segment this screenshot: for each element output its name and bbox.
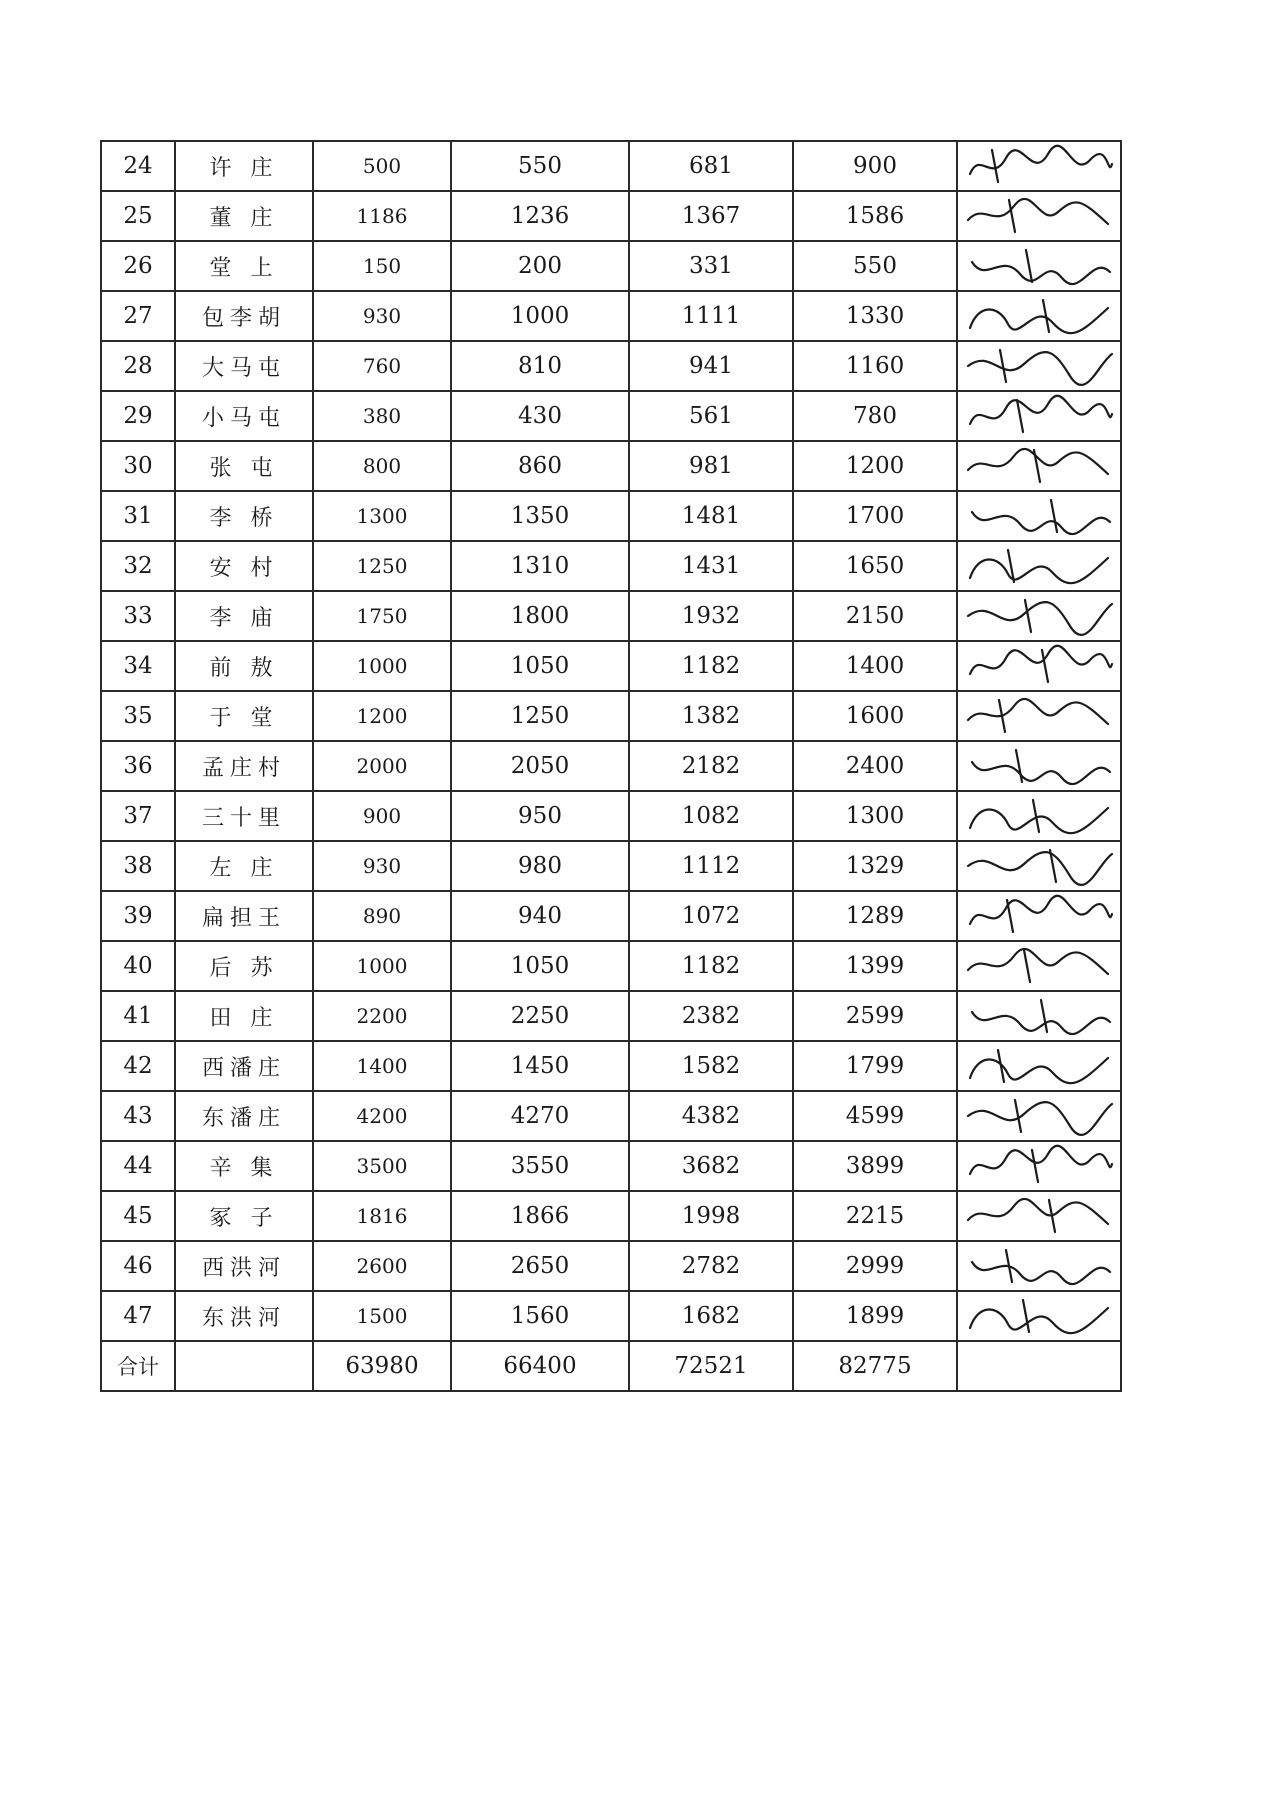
cell-name: 三十里	[175, 791, 313, 841]
cell-v1: 890	[313, 891, 451, 941]
cell-v3: 1932	[629, 591, 793, 641]
table-row	[101, 791, 1121, 841]
cell-name: 许 庄	[175, 141, 313, 191]
cell-no: 29	[101, 391, 175, 441]
cell-v2: 4270	[451, 1091, 629, 1141]
cell-v2: 1560	[451, 1291, 629, 1341]
signature-cell	[957, 191, 1121, 241]
cell-v3: 2382	[629, 991, 793, 1041]
cell-no: 46	[101, 1241, 175, 1291]
handwritten-signature	[962, 1194, 1118, 1238]
signature-cell	[957, 991, 1121, 1041]
handwritten-signature	[962, 794, 1118, 838]
cell-v1: 760	[313, 341, 451, 391]
cell-v4: 1399	[793, 941, 957, 991]
cell-no: 41	[101, 991, 175, 1041]
cell-v4: 2999	[793, 1241, 957, 1291]
handwritten-signature	[962, 244, 1118, 288]
signature-cell	[957, 841, 1121, 891]
cell-name: 大马屯	[175, 341, 313, 391]
cell-v4: 1300	[793, 791, 957, 841]
cell-no: 33	[101, 591, 175, 641]
cell-v1: 1300	[313, 491, 451, 541]
cell-name: 董 庄	[175, 191, 313, 241]
cell-name: 东洪河	[175, 1291, 313, 1341]
table-row	[101, 1091, 1121, 1141]
table-row	[101, 341, 1121, 391]
table-row	[101, 141, 1121, 191]
table-row	[101, 441, 1121, 491]
cell-v3: 1998	[629, 1191, 793, 1241]
cell-v4: 1600	[793, 691, 957, 741]
signature-cell	[957, 391, 1121, 441]
signature-cell	[957, 441, 1121, 491]
cell-name	[175, 1341, 313, 1391]
handwritten-signature	[962, 144, 1118, 188]
cell-v3: 1382	[629, 691, 793, 741]
cell-v2: 980	[451, 841, 629, 891]
village-data-table	[100, 140, 1122, 1392]
table-row	[101, 391, 1121, 441]
handwritten-signature	[962, 544, 1118, 588]
total-label: 合计	[101, 1341, 175, 1391]
cell-v3: 1072	[629, 891, 793, 941]
cell-v1: 1816	[313, 1191, 451, 1241]
table-row	[101, 491, 1121, 541]
cell-v1: 2200	[313, 991, 451, 1041]
cell-name: 西洪河	[175, 1241, 313, 1291]
cell-no: 43	[101, 1091, 175, 1141]
cell-v4: 780	[793, 391, 957, 441]
cell-no: 37	[101, 791, 175, 841]
table-row	[101, 1241, 1121, 1291]
cell-no: 38	[101, 841, 175, 891]
cell-v4: 4599	[793, 1091, 957, 1141]
table-row	[101, 191, 1121, 241]
cell-name: 后 苏	[175, 941, 313, 991]
handwritten-signature	[962, 944, 1118, 988]
cell-v2: 1450	[451, 1041, 629, 1091]
cell-v2: 2650	[451, 1241, 629, 1291]
cell-name: 田 庄	[175, 991, 313, 1041]
table-body	[101, 141, 1121, 1391]
cell-v1: 1200	[313, 691, 451, 741]
handwritten-signature	[962, 1294, 1118, 1338]
table-row	[101, 741, 1121, 791]
cell-v3: 1111	[629, 291, 793, 341]
table-row	[101, 891, 1121, 941]
cell-v3: 1182	[629, 941, 793, 991]
cell-v3: 1582	[629, 1041, 793, 1091]
table-row	[101, 1141, 1121, 1191]
total-v1: 63980	[313, 1341, 451, 1391]
cell-no: 27	[101, 291, 175, 341]
cell-no: 34	[101, 641, 175, 691]
table-row	[101, 941, 1121, 991]
cell-name: 扁担王	[175, 891, 313, 941]
cell-name: 包李胡	[175, 291, 313, 341]
cell-v4: 550	[793, 241, 957, 291]
cell-name: 左 庄	[175, 841, 313, 891]
table-row	[101, 1291, 1121, 1341]
cell-v3: 3682	[629, 1141, 793, 1191]
signature-cell	[957, 1241, 1121, 1291]
cell-no: 28	[101, 341, 175, 391]
signature-cell	[957, 591, 1121, 641]
cell-v2: 1350	[451, 491, 629, 541]
cell-v1: 380	[313, 391, 451, 441]
handwritten-signature	[962, 1094, 1118, 1138]
cell-v2: 810	[451, 341, 629, 391]
cell-v3: 1112	[629, 841, 793, 891]
signature-cell	[957, 741, 1121, 791]
total-v3: 72521	[629, 1341, 793, 1391]
cell-v3: 2782	[629, 1241, 793, 1291]
signature-cell	[957, 791, 1121, 841]
table-row	[101, 841, 1121, 891]
cell-v4: 1289	[793, 891, 957, 941]
cell-v2: 1236	[451, 191, 629, 241]
cell-v4: 1650	[793, 541, 957, 591]
handwritten-signature	[962, 494, 1118, 538]
cell-v2: 950	[451, 791, 629, 841]
handwritten-signature	[962, 694, 1118, 738]
cell-name: 辛 集	[175, 1141, 313, 1191]
cell-v4: 1586	[793, 191, 957, 241]
cell-name: 冢 子	[175, 1191, 313, 1241]
cell-no: 42	[101, 1041, 175, 1091]
cell-v2: 860	[451, 441, 629, 491]
handwritten-signature	[962, 1244, 1118, 1288]
cell-no: 35	[101, 691, 175, 741]
handwritten-signature	[962, 994, 1118, 1038]
cell-name: 东潘庄	[175, 1091, 313, 1141]
cell-v3: 941	[629, 341, 793, 391]
signature-cell	[957, 1191, 1121, 1241]
cell-no: 44	[101, 1141, 175, 1191]
cell-name: 西潘庄	[175, 1041, 313, 1091]
cell-v2: 1050	[451, 641, 629, 691]
handwritten-signature	[962, 1044, 1118, 1088]
total-v2: 66400	[451, 1341, 629, 1391]
signature-cell	[957, 541, 1121, 591]
cell-v2: 1310	[451, 541, 629, 591]
cell-v1: 500	[313, 141, 451, 191]
handwritten-signature	[962, 1144, 1118, 1188]
cell-v3: 1082	[629, 791, 793, 841]
cell-v2: 1800	[451, 591, 629, 641]
handwritten-signature	[962, 594, 1118, 638]
handwritten-signature	[962, 294, 1118, 338]
cell-no: 32	[101, 541, 175, 591]
cell-v3: 1182	[629, 641, 793, 691]
cell-v4: 1400	[793, 641, 957, 691]
cell-v3: 1682	[629, 1291, 793, 1341]
cell-v3: 981	[629, 441, 793, 491]
signature-cell	[957, 1341, 1121, 1391]
signature-cell	[957, 1041, 1121, 1091]
cell-v4: 3899	[793, 1141, 957, 1191]
handwritten-signature	[962, 744, 1118, 788]
cell-v3: 4382	[629, 1091, 793, 1141]
cell-v3: 2182	[629, 741, 793, 791]
cell-v3: 681	[629, 141, 793, 191]
total-row	[101, 1341, 1121, 1391]
cell-v1: 4200	[313, 1091, 451, 1141]
cell-v4: 2400	[793, 741, 957, 791]
cell-v3: 561	[629, 391, 793, 441]
cell-name: 安 村	[175, 541, 313, 591]
cell-v2: 200	[451, 241, 629, 291]
cell-v1: 1400	[313, 1041, 451, 1091]
cell-v4: 1799	[793, 1041, 957, 1091]
cell-v2: 1866	[451, 1191, 629, 1241]
cell-v1: 930	[313, 841, 451, 891]
cell-name: 张 屯	[175, 441, 313, 491]
cell-v1: 1000	[313, 641, 451, 691]
cell-v2: 2250	[451, 991, 629, 1041]
cell-no: 24	[101, 141, 175, 191]
cell-v3: 1367	[629, 191, 793, 241]
cell-v1: 1750	[313, 591, 451, 641]
cell-v1: 900	[313, 791, 451, 841]
handwritten-signature	[962, 894, 1118, 938]
cell-v2: 1000	[451, 291, 629, 341]
cell-name: 前 敖	[175, 641, 313, 691]
table-row	[101, 1041, 1121, 1091]
cell-no: 36	[101, 741, 175, 791]
cell-name: 堂 上	[175, 241, 313, 291]
cell-v1: 800	[313, 441, 451, 491]
signature-cell	[957, 1141, 1121, 1191]
signature-cell	[957, 1091, 1121, 1141]
table-row	[101, 641, 1121, 691]
cell-no: 30	[101, 441, 175, 491]
cell-no: 45	[101, 1191, 175, 1241]
cell-name: 李 庙	[175, 591, 313, 641]
cell-v3: 1431	[629, 541, 793, 591]
total-v4: 82775	[793, 1341, 957, 1391]
handwritten-signature	[962, 344, 1118, 388]
signature-cell	[957, 891, 1121, 941]
cell-v2: 550	[451, 141, 629, 191]
cell-v3: 1481	[629, 491, 793, 541]
cell-name: 小马屯	[175, 391, 313, 441]
handwritten-signature	[962, 194, 1118, 238]
cell-v1: 150	[313, 241, 451, 291]
handwritten-signature	[962, 394, 1118, 438]
cell-no: 25	[101, 191, 175, 241]
cell-v4: 1700	[793, 491, 957, 541]
handwritten-signature	[962, 444, 1118, 488]
cell-v1: 1000	[313, 941, 451, 991]
cell-v1: 2000	[313, 741, 451, 791]
cell-v2: 1250	[451, 691, 629, 741]
cell-v1: 2600	[313, 1241, 451, 1291]
cell-v2: 3550	[451, 1141, 629, 1191]
table-row	[101, 591, 1121, 641]
table-row	[101, 291, 1121, 341]
cell-no: 26	[101, 241, 175, 291]
handwritten-signature	[962, 644, 1118, 688]
cell-v4: 2150	[793, 591, 957, 641]
table-row	[101, 241, 1121, 291]
cell-v3: 331	[629, 241, 793, 291]
cell-v2: 2050	[451, 741, 629, 791]
signature-cell	[957, 691, 1121, 741]
cell-v2: 1050	[451, 941, 629, 991]
signature-cell	[957, 141, 1121, 191]
signature-cell	[957, 941, 1121, 991]
cell-v4: 1330	[793, 291, 957, 341]
cell-v1: 1250	[313, 541, 451, 591]
cell-no: 31	[101, 491, 175, 541]
table-row	[101, 991, 1121, 1041]
cell-name: 于 堂	[175, 691, 313, 741]
cell-v1: 1186	[313, 191, 451, 241]
cell-v2: 940	[451, 891, 629, 941]
cell-v4: 2599	[793, 991, 957, 1041]
cell-v4: 1899	[793, 1291, 957, 1341]
signature-cell	[957, 1291, 1121, 1341]
cell-name: 孟庄村	[175, 741, 313, 791]
signature-cell	[957, 241, 1121, 291]
signature-cell	[957, 341, 1121, 391]
signature-cell	[957, 291, 1121, 341]
table-row	[101, 691, 1121, 741]
cell-v2: 430	[451, 391, 629, 441]
cell-v1: 930	[313, 291, 451, 341]
cell-v4: 1160	[793, 341, 957, 391]
signature-cell	[957, 641, 1121, 691]
cell-no: 40	[101, 941, 175, 991]
cell-v4: 1200	[793, 441, 957, 491]
cell-no: 39	[101, 891, 175, 941]
cell-v1: 1500	[313, 1291, 451, 1341]
cell-no: 47	[101, 1291, 175, 1341]
cell-v4: 1329	[793, 841, 957, 891]
cell-v4: 900	[793, 141, 957, 191]
table-row	[101, 1191, 1121, 1241]
cell-name: 李 桥	[175, 491, 313, 541]
cell-v1: 3500	[313, 1141, 451, 1191]
table-row	[101, 541, 1121, 591]
cell-v4: 2215	[793, 1191, 957, 1241]
handwritten-signature	[962, 844, 1118, 888]
signature-cell	[957, 491, 1121, 541]
